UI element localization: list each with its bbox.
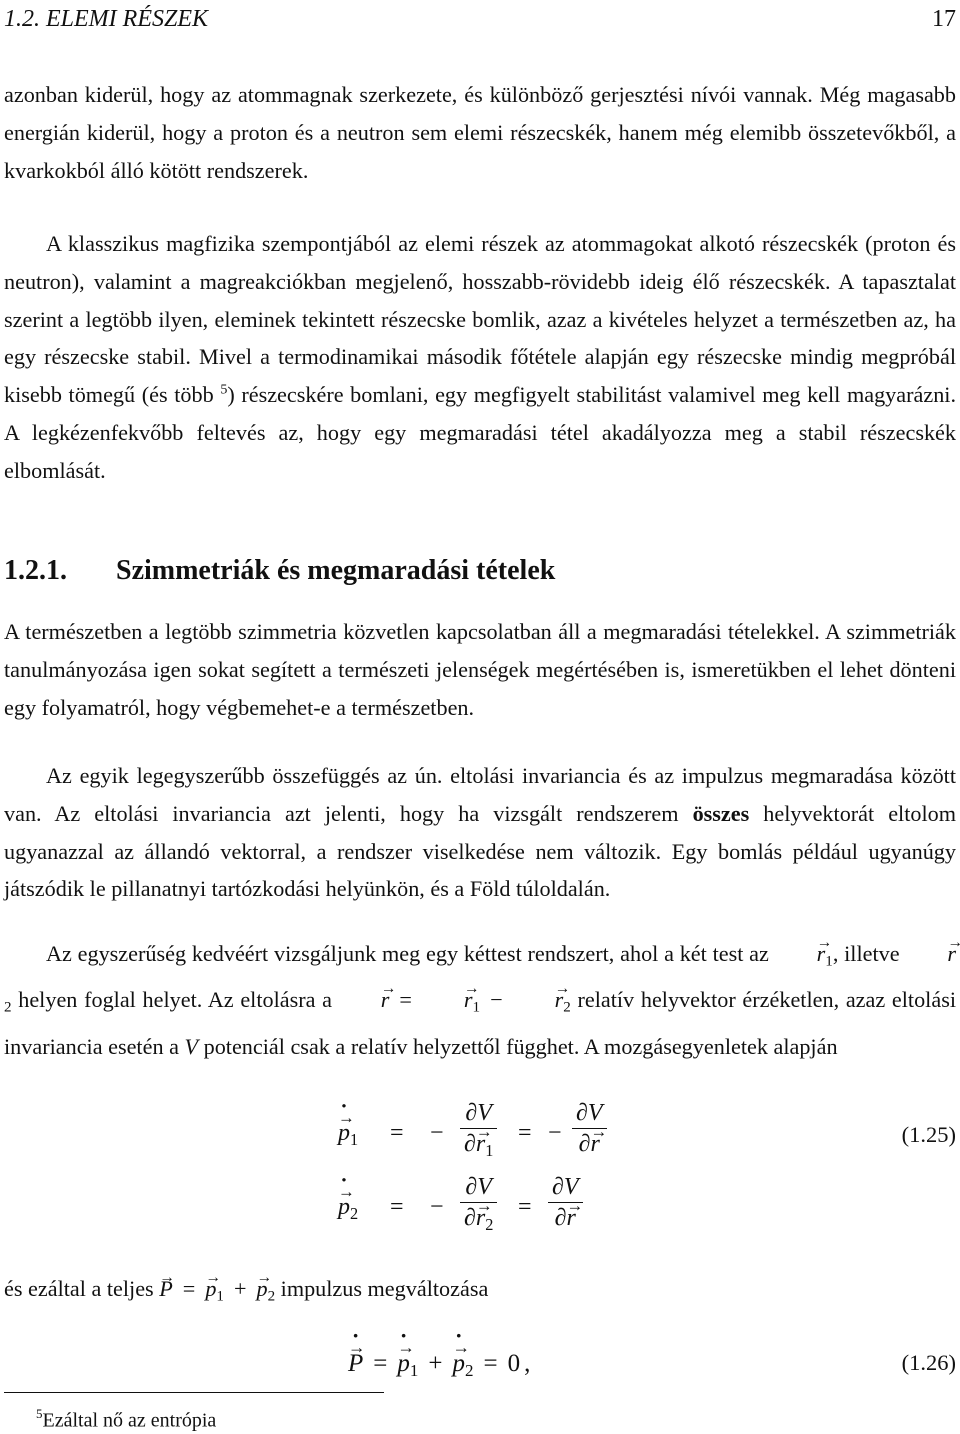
- vector-p: → p: [205, 1270, 216, 1308]
- paragraph-6-text-a: és ezáltal a teljes: [4, 1276, 160, 1301]
- minus-sign: −: [490, 987, 503, 1013]
- fraction-denominator: [572, 1129, 607, 1159]
- footnote-divider: [4, 1392, 384, 1393]
- vector-r: → r: [567, 1203, 576, 1233]
- equals-sign: =: [373, 1350, 388, 1377]
- momentum-dot-P: → P ·: [348, 1350, 363, 1378]
- subscript-2: 2: [485, 1214, 494, 1234]
- subscript-1: 1: [472, 999, 481, 1016]
- paragraph-5-text-c: helyen foglal helyet. Az eltolásra a: [11, 987, 339, 1013]
- minus-sign: −: [430, 1194, 444, 1220]
- momentum-dot-p1: → p ·: [397, 1350, 410, 1378]
- section-number: 1.2.1.: [4, 555, 67, 586]
- partial-symbol: ∂: [578, 1131, 591, 1157]
- subscript-2: 2: [350, 1203, 359, 1223]
- fraction-denominator: [460, 1203, 497, 1240]
- momentum-dot-p2: → p ·: [338, 1194, 350, 1221]
- partial-symbol: ∂: [464, 1205, 476, 1231]
- equation-number-1-25: (1.25): [901, 1122, 956, 1147]
- fraction-dV-dr: [548, 1172, 583, 1233]
- footnote: [36, 1402, 216, 1434]
- paragraph-2-text-b: ) részecskére bomlani, egy megfigyelt stabilitást valamivel meg kell magyarázni. A legkézenfekvőbb feltevés az, hogy egy megmaradási tétel akadályozza meg a stabil részecskék elbomlását.: [4, 382, 957, 483]
- vector-p: → p: [256, 1270, 267, 1308]
- comma: ,: [524, 1350, 531, 1377]
- equals-sign: =: [483, 1350, 498, 1377]
- zero-value: 0: [507, 1350, 521, 1377]
- potential-V: V: [184, 1033, 199, 1059]
- equals-sign: =: [390, 1120, 404, 1146]
- partial-symbol: ∂: [465, 1100, 478, 1126]
- paragraph-2: [4, 225, 956, 490]
- equals-sign: =: [399, 987, 412, 1013]
- vector-r: → r: [339, 981, 390, 1019]
- equation-number-1-26: (1.26): [901, 1350, 956, 1375]
- potential-V: V: [587, 1100, 603, 1126]
- paragraph-4: [4, 757, 956, 908]
- section-title: Szimmetriák és megmaradási tételek: [116, 555, 556, 586]
- paragraph-4-text-a: Az egyik legegyszerűbb összefüggés az ún. eltolási invariancia és az impulzus megmaradása között van. Az eltolási invariancia azt jelenti, hogy ha vizsgált rendszerem: [4, 763, 956, 826]
- fraction-dV-dr1: [460, 1098, 497, 1166]
- paragraph-2-text-a: A klasszikus magfizika szempontjából az elemi részek az atommagokat alkotó részecskék (proton és neutron), valamint a magreakciókban megjelenő, hosszabb-rövidebb ideig élő részecskék. A tapasztalat szerint a legtöbb ilyen, eleminek tekintett részecske bomlik, azaz a kivételes helyzet a természetben az, ha egy részecske stabil. Mivel a termodinamikai második főtétele alapján egy részecske mindig megpróbál kisebb tömegű (és több: [4, 231, 956, 408]
- paragraph-4-text-b: helyvektorát eltolom ugyanazzal az állandó vektorral, a rendszer viselkedése nem változik. Egy bomlás például ugyanúgy játszódik le pillanatnyi tartózkodási helyünkön, és a Föld túloldalán.: [4, 800, 956, 902]
- section-heading: [4, 555, 555, 587]
- fraction-denominator: [548, 1203, 583, 1233]
- footnote-reference: 5: [220, 382, 228, 398]
- potential-V: V: [477, 1174, 492, 1200]
- fraction-dV-dr: [572, 1098, 607, 1159]
- vector-r: → r: [591, 1129, 600, 1159]
- equals-sign: =: [518, 1194, 532, 1220]
- equals-sign: =: [182, 1276, 196, 1301]
- subscript-2: 2: [4, 999, 12, 1016]
- vector-r: → r: [476, 1129, 485, 1159]
- plus-sign: +: [428, 1350, 443, 1377]
- paragraph-5-text-b: , illetve: [832, 941, 906, 966]
- subscript-2: 2: [465, 1361, 474, 1381]
- potential-V: V: [563, 1174, 579, 1200]
- vector-r: → r: [422, 981, 473, 1019]
- momentum-dot-p1: → p ·: [338, 1120, 350, 1147]
- running-header: [4, 6, 956, 38]
- partial-symbol: ∂: [552, 1174, 564, 1200]
- header-section-title: 1.2. ELEMI RÉSZEK: [4, 6, 208, 32]
- partial-symbol: ∂: [465, 1174, 478, 1200]
- minus-sign: −: [430, 1120, 444, 1146]
- fraction-dV-dr2: [460, 1172, 497, 1240]
- subscript-1: 1: [825, 953, 833, 970]
- equals-sign: =: [390, 1194, 404, 1220]
- vector-r: → r: [476, 1203, 485, 1233]
- momentum-dot-p2: → p ·: [453, 1350, 466, 1378]
- subscript-2: 2: [267, 1288, 276, 1305]
- subscript-1: 1: [485, 1140, 494, 1160]
- equals-sign: =: [518, 1120, 532, 1146]
- subscript-2: 2: [563, 999, 571, 1016]
- paragraph-1: azonban kiderül, hogy az atommagnak szerkezete, és különböző gerjesztési nívói vannak. Még magasabb energián kiderül, hogy a proton és a neutron sem elemi részecskék, hanem még elemibb összetevőkből, a kvarkokból álló kötött rendszerek.: [4, 82, 956, 183]
- partial-symbol: ∂: [554, 1205, 567, 1231]
- potential-V: V: [477, 1100, 492, 1126]
- vector-r: → r: [513, 981, 564, 1019]
- paragraph-5: [4, 935, 956, 1065]
- subscript-1: 1: [350, 1129, 359, 1149]
- paragraph-6-text-b: impulzus megváltozása: [275, 1276, 489, 1301]
- paragraph-5-text-a: Az egyszerűség kedvéért vizsgáljunk meg egy kéttest rendszert, ahol a két test az: [46, 941, 775, 966]
- partial-symbol: ∂: [576, 1100, 588, 1126]
- vector-r: → r: [775, 935, 826, 973]
- plus-sign: +: [233, 1276, 247, 1301]
- paragraph-5-text-e: potenciál csak a relatív helyzettől függhet. A mozgásegyenletek alapján: [198, 1033, 838, 1059]
- fraction-denominator: [460, 1129, 497, 1166]
- vector-r: → r: [905, 935, 956, 973]
- emphasis-bold: összes: [692, 800, 750, 826]
- footnote-text: Ezáltal nő az entrópia: [42, 1409, 217, 1432]
- vector-P: → P: [159, 1270, 173, 1308]
- subscript-1: 1: [409, 1361, 419, 1381]
- partial-symbol: ∂: [464, 1131, 476, 1157]
- subscript-1: 1: [216, 1288, 224, 1305]
- paragraph-5-text-d: relatív helyvektor érzéketlen, azaz eltolási invariancia esetén a: [4, 987, 956, 1059]
- footnote-marker: 5: [36, 1406, 43, 1421]
- minus-sign: −: [548, 1120, 562, 1146]
- paragraph-3: A természetben a legtöbb szimmetria közvetlen kapcsolatban áll a megmaradási tételekkel. A szimmetriák tanulmányozása igen sokat segített a természeti jelenségek megértésében is, ismeretükben el lehet dönteni egy folyamatról, hogy végbemehet-e a természetben.: [4, 619, 956, 720]
- header-page-number: 17: [932, 6, 956, 32]
- paragraph-6: [4, 1270, 956, 1316]
